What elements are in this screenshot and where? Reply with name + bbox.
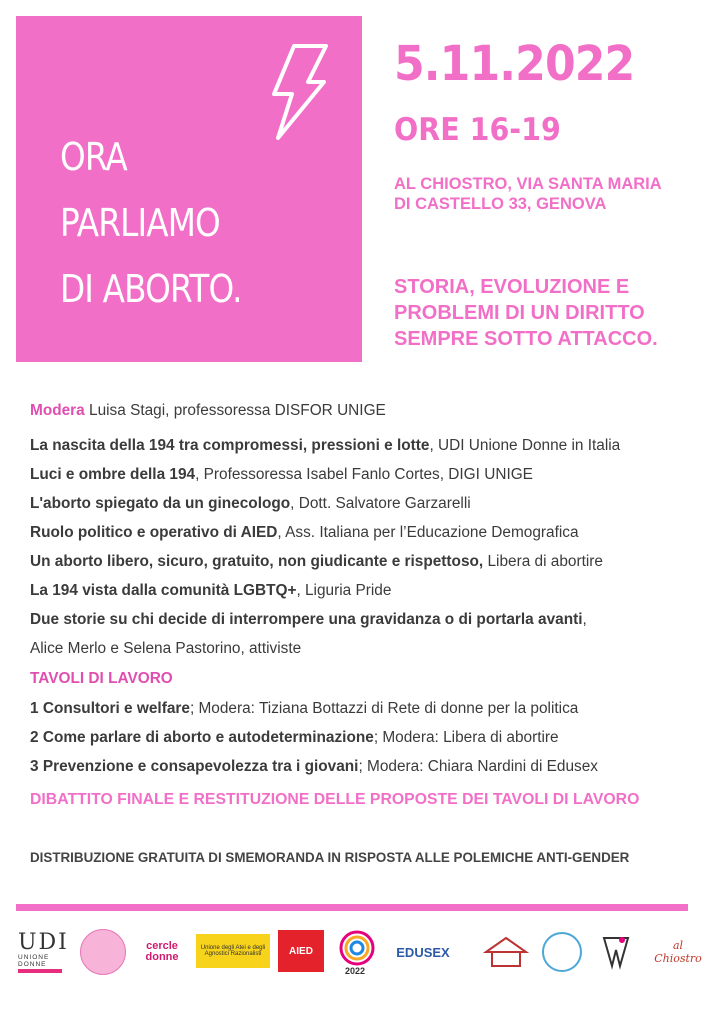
place-line: AL CHIOSTRO, VIA SANTA MARIA — [394, 175, 662, 193]
hero-block — [16, 16, 362, 362]
talk-title: Luci e ombre della 194 — [30, 466, 196, 483]
workshop-moderator: ; Modera: Chiara Nardini di Edusex — [358, 758, 598, 775]
cerchio-logo — [538, 924, 586, 980]
aied-logo: AIED — [278, 930, 324, 972]
talk-speaker: , — [582, 611, 587, 628]
uaar-logo: Unione degli Atei e degli Agnostici Razionalisti — [196, 934, 270, 968]
hero-line: ORA — [60, 135, 127, 179]
workshop-title: 2 Come parlare di aborto e autodeterminazione — [30, 729, 374, 746]
talk-speaker: Libera di abortire — [483, 553, 603, 570]
edusex-logo: EDUSEX — [396, 944, 450, 960]
wallout-icon — [600, 932, 632, 972]
talk-title: La nascita della 194 tra compromessi, pressioni e lotte — [30, 437, 430, 454]
libera-di-abortire-logo — [78, 924, 128, 980]
talk-item — [30, 547, 700, 576]
talk-item — [30, 460, 700, 489]
moderator-line — [30, 396, 700, 425]
talk-item — [30, 634, 700, 663]
talk-item — [30, 431, 700, 460]
house-icon — [482, 934, 530, 970]
talk-title: La 194 vista dalla comunità LGBTQ+ — [30, 582, 297, 599]
partner-logos — [16, 924, 706, 984]
wallout-logo — [594, 924, 638, 980]
udi-logo: UDI UNIONE DONNE — [18, 924, 66, 980]
final-debate: DIBATTITO FINALE E RESTITUZIONE DELLE PROPOSTE DEI TAVOLI DI LAVORO — [30, 791, 640, 808]
talk-speaker: , Dott. Salvatore Garzarelli — [290, 495, 471, 512]
event-time: ORE 16-19 — [394, 112, 561, 148]
program — [30, 396, 700, 815]
liguria-pride-logo — [334, 924, 380, 980]
talk-speaker: , UDI Unione Donne in Italia — [429, 437, 621, 454]
hero-line: PARLIAMO — [60, 201, 220, 245]
talk-title: Ruolo politico e operativo di AIED — [30, 524, 278, 541]
workshop-moderator: ; Modera: Libera di abortire — [373, 729, 559, 746]
hero-line: DI ABORTO. — [60, 267, 242, 311]
divider-bar — [16, 904, 688, 911]
talk-title: Due storie su chi decide di interrompere una gravidanza o di portarla avanti — [30, 611, 583, 628]
talk-speaker: , Ass. Italiana per l’Educazione Demografica — [277, 524, 579, 541]
talk-item — [30, 605, 700, 634]
al-chiostro-logo: al Chiostro — [654, 939, 702, 965]
place-line: DI CASTELLO 33, GENOVA — [394, 195, 607, 213]
talk-title: Un aborto libero, sicuro, gratuito, non giudicante e rispettoso, — [30, 553, 484, 570]
event-place — [394, 174, 662, 214]
comunita-logo — [476, 924, 536, 980]
svg-text:2022: 2022 — [345, 966, 366, 976]
talk-speaker: , Professoressa Isabel Fanlo Cortes, DIGI UNIGE — [195, 466, 533, 483]
moderator-text: Luisa Stagi, professoressa DISFOR UNIGE — [84, 402, 386, 419]
distribution-note: DISTRIBUZIONE GRATUITA DI SMEMORANDA IN RISPOSTA ALLE POLEMICHE ANTI-GENDER — [30, 850, 630, 865]
subtitle-line: PROBLEMI DI UN DIRITTO — [394, 302, 645, 324]
lightning-bolt-icon — [256, 42, 336, 142]
event-date: 5.11.2022 — [394, 36, 635, 92]
workshop-item — [30, 723, 700, 752]
talk-item — [30, 489, 700, 518]
talk-title: L'aborto spiegato da un ginecologo — [30, 495, 291, 512]
talk-item — [30, 576, 700, 605]
cercle-donne-logo: cercle donne — [145, 940, 179, 963]
talk-speaker: Alice Merlo e Selena Pastorino, attiviste — [30, 640, 302, 657]
moderator-label: Modera — [30, 402, 85, 419]
subtitle-line: SEMPRE SOTTO ATTACCO. — [394, 328, 658, 350]
talk-speaker: , Liguria Pride — [296, 582, 392, 599]
pride-icon — [337, 928, 377, 976]
workshop-title: 1 Consultori e welfare — [30, 700, 190, 717]
workshops-title: TAVOLI DI LAVORO — [30, 670, 173, 687]
workshop-item — [30, 752, 700, 781]
workshop-moderator: ; Modera: Tiziana Bottazzi di Rete di donne per la politica — [189, 700, 579, 717]
subtitle-line: STORIA, EVOLUZIONE E — [394, 276, 630, 298]
workshop-item — [30, 694, 700, 723]
workshop-title: 3 Prevenzione e consapevolezza tra i giovani — [30, 758, 359, 775]
hero-title — [60, 124, 242, 322]
talk-item — [30, 518, 700, 547]
event-subtitle — [394, 274, 658, 352]
